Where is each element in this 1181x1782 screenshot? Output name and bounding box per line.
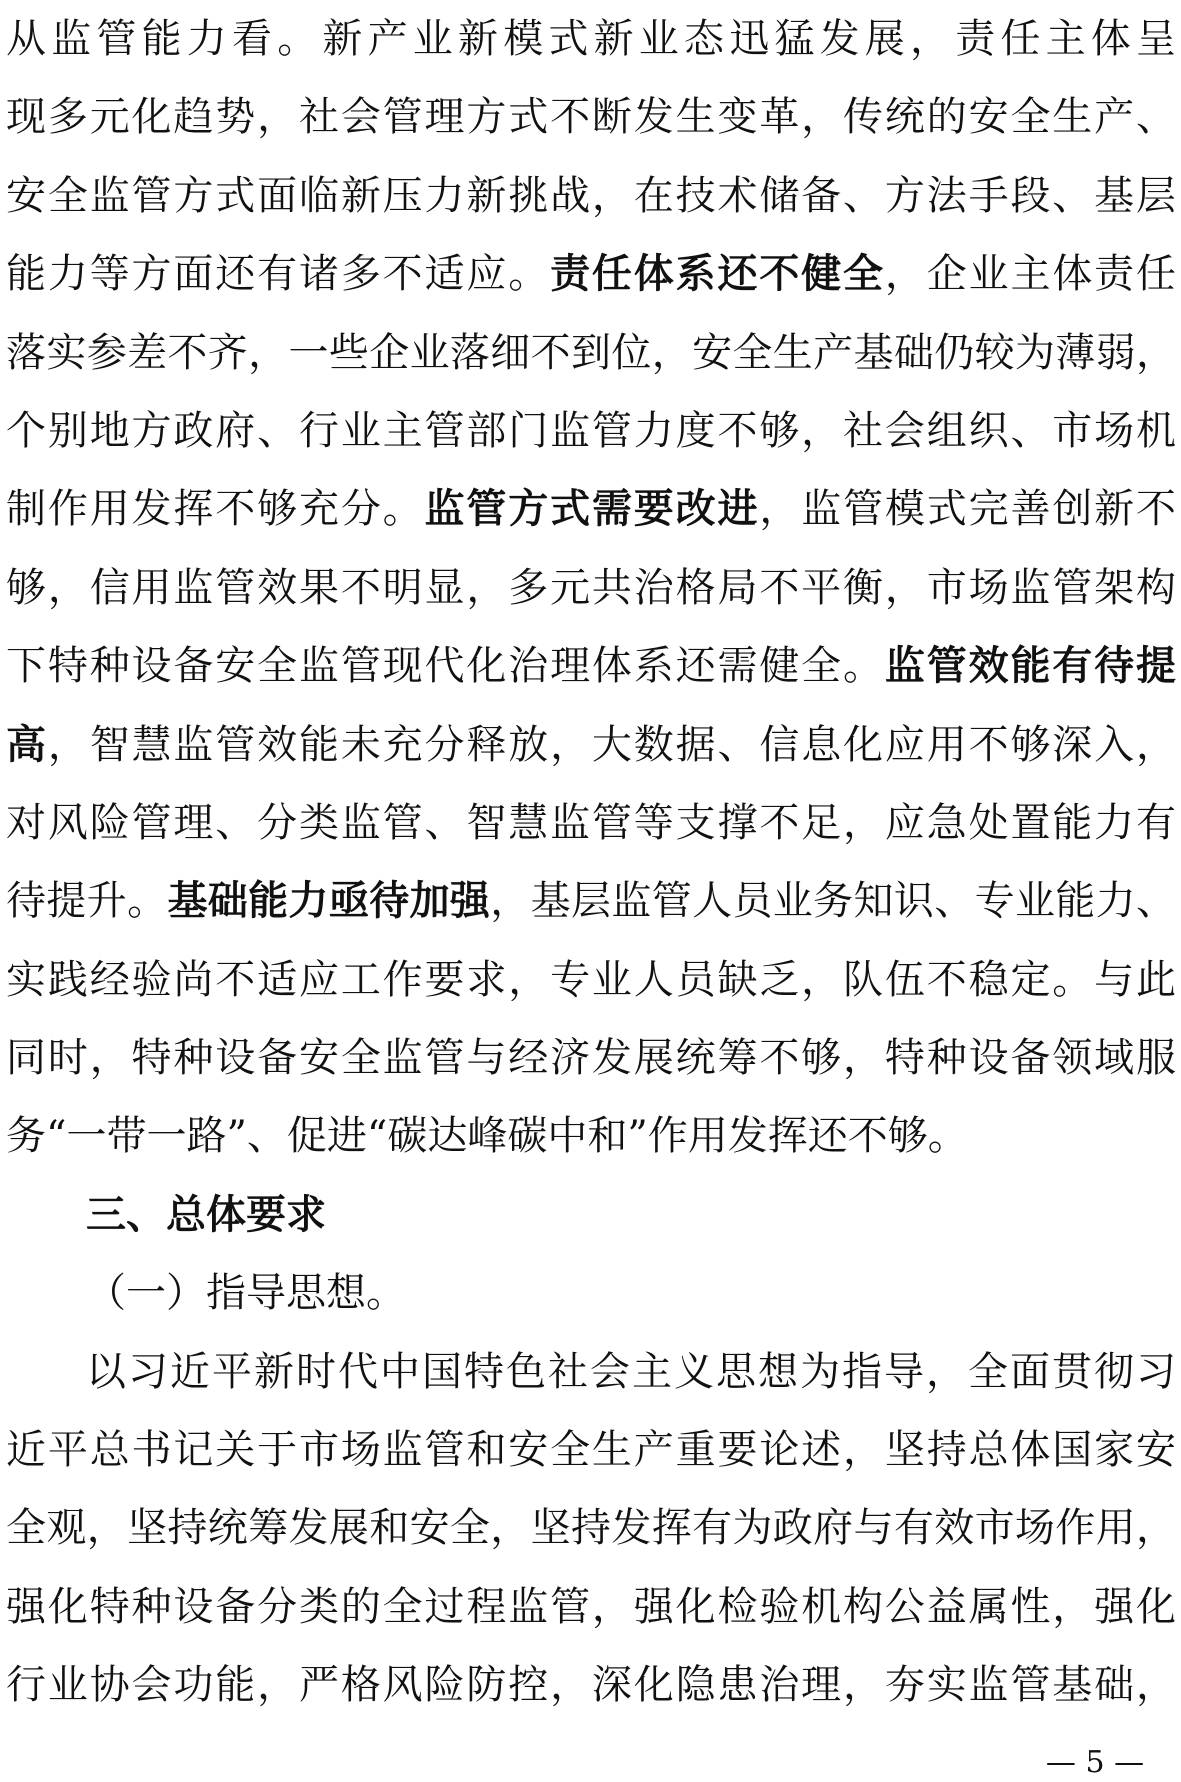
text-line	[6, 470, 1176, 548]
text-line: 以习近平新时代中国特色社会主义思想为指导，全面贯彻习	[86, 1348, 1176, 1395]
emphasized-phrase: 监管方式需要改进	[424, 486, 760, 533]
line-text: ，监管模式完善创新不	[759, 486, 1176, 533]
text-line: 够，信用监管效果不明显，多元共治格局不平衡，市场监管架构	[6, 564, 1176, 611]
line-text: ，智慧监管效能未充分释放，大数据、信息化应用不够深入，	[47, 721, 1176, 768]
text-line	[6, 627, 1176, 705]
emphasized-phrase: 高	[6, 721, 48, 768]
line-text: 制作用发挥不够充分。	[6, 486, 425, 533]
subsection-heading: （一）指导思想。	[86, 1270, 406, 1317]
emphasized-phrase: 监管效能有待提	[884, 643, 1176, 690]
text-line: 从监管能力看。新产业新模式新业态迅猛发展，责任主体呈	[6, 16, 1176, 62]
text-line	[6, 706, 1176, 784]
text-line	[6, 862, 1176, 940]
text-line: 实践经验尚不适应工作要求，专业人员缺乏，队伍不稳定。与此	[6, 956, 1176, 1003]
line-text: ，基层监管人员业务知识、专业能力、	[490, 878, 1176, 925]
text-line: 同时，特种设备安全监管与经济发展统筹不够，特种设备领域服	[6, 1035, 1176, 1082]
line-text: ，企业主体责任	[884, 251, 1176, 298]
text-line: 个别地方政府、行业主管部门监管力度不够，社会组织、市场机	[6, 407, 1176, 454]
document-body	[6, 0, 1176, 1725]
text-line	[6, 235, 1176, 313]
line-text: 待提升。	[6, 878, 168, 925]
text-line: 对风险管理、分类监管、智慧监管等支撑不足，应急处置能力有	[6, 799, 1176, 846]
line-text: 下特种设备安全监管现代化治理体系还需健全。	[6, 643, 885, 690]
text-line: 现多元化趋势，社会管理方式不断发生变革，传统的安全生产、	[6, 94, 1176, 141]
text-line: 全观，坚持统筹发展和安全，坚持发挥有为政府与有效市场作用，	[6, 1505, 1176, 1552]
text-line: 近平总书记关于市场监管和安全生产重要论述，坚持总体国家安	[6, 1427, 1176, 1474]
page-number: — 5 —	[1045, 1745, 1145, 1780]
emphasized-phrase: 基础能力亟待加强	[167, 878, 491, 925]
emphasized-phrase: 责任体系还不健全	[550, 251, 885, 298]
text-line: 强化特种设备分类的全过程监管，强化检验机构公益属性，强化	[6, 1583, 1176, 1630]
text-line: 安全监管方式面临新压力新挑战，在技术储备、方法手段、基层	[6, 172, 1176, 219]
line-text: 能力等方面还有诸多不适应。	[6, 251, 551, 298]
text-line: 落实参差不齐，一些企业落细不到位，安全生产基础仍较为薄弱，	[6, 329, 1176, 376]
text-line: 行业协会功能，严格风险防控，深化隐患治理，夯实监管基础，	[6, 1662, 1176, 1709]
section-heading: 三、总体要求	[86, 1191, 326, 1238]
text-line: 务“一带一路”、促进“碳达峰碳中和”作用发挥还不够。	[6, 1113, 968, 1160]
